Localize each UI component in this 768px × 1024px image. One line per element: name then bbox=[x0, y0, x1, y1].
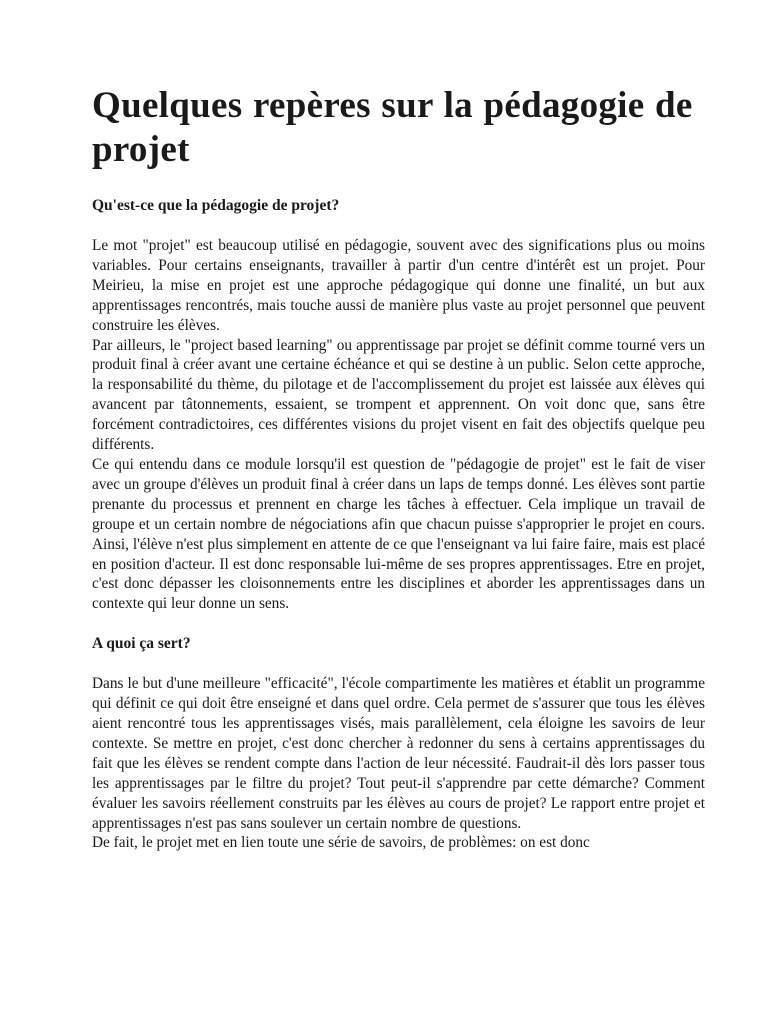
paragraph-truncated: De fait, le projet met en lien toute une série de savoirs, de problèmes: on est donc bbox=[92, 834, 590, 852]
section-heading-purpose: A quoi ça sert? bbox=[92, 635, 191, 653]
section-heading-definition: Qu'est-ce que la pédagogie de projet? bbox=[92, 197, 340, 214]
paragraph: Par ailleurs, le "project based learning" ou apprentissage par projet se définit comme tourné vers un produit final à créer avant une certaine échéance et qui se destine à un public. Selon cette approche, la responsabilité du thème, du pilotage et de l'accomplissement du projet est laissée aux élèves qui avancent par tâtonnements, essaient, se trompent et apprennent. On voit donc que, sans être forcément contradictoires, ces différentes visions du projet visent en fait des objectifs quelque peu différents. bbox=[92, 336, 705, 454]
document-page bbox=[92, 84, 705, 873]
paragraph: Le mot "projet" est beaucoup utilisé en pédagogie, souvent avec des significations plus ou moins variables. Pour certains enseignants, travailler à partir d'un centre d'intérêt est un projet. Pour Meirieu, la mise en projet est une approche pédagogique qui donne une finalité, un but aux apprentissages rencontrés, mais touche aussi de manière plus vaste au projet personnel que peuvent construire les élèves. bbox=[92, 237, 705, 334]
section-body-purpose bbox=[92, 674, 705, 853]
paragraph: Ce qui entendu dans ce module lorsqu'il est question de "pédagogie de projet" est le fait de viser avec un groupe d'élèves un produit final à créer dans un laps de temps donné. Les élèves sont partie prenante du processus et prennent en charge les tâches à effectuer. Cela implique un travail de groupe et un certain nombre de négociations afin que chacun puisse s'approprier le projet en cours. Ainsi, l'élève n'est plus simplement en attente de ce que l'enseignant va lui faire faire, mais est placé en position d'acteur. Il est donc responsable lui-même de ses propres apprentissages. Etre en projet, c'est donc dépasser les cloisonnements entre les disciplines et aborder les apprentissages dans un contexte qui leur donne un sens. bbox=[92, 455, 705, 613]
document-title: Quelques repères sur la pédagogie de projet bbox=[92, 85, 693, 170]
section-body-definition bbox=[92, 236, 705, 614]
paragraph: Dans le but d'une meilleure "efficacité", l'école compartimente les matières et établit un programme qui définit ce qui doit être enseigné et dans quel ordre. Cela permet de s'assurer que tous les élèves aient rencontré tous les apprentissages visés, mais parallèlement, cela éloigne les savoirs de leur contexte. Se mettre en projet, c'est donc chercher à redonner du sens à certains apprentissages du fait que les élèves se rendent compte dans l'action de leur nécessité. Faudrait-il dès lors passer tous les apprentissages par le filtre du projet? Tout peut-il s'apprendre par cette démarche? Comment évaluer les savoirs réellement construits par les élèves au cours de projet? Le rapport entre projet et apprentissages n'est pas sans soulever un certain nombre de questions. bbox=[92, 675, 705, 832]
